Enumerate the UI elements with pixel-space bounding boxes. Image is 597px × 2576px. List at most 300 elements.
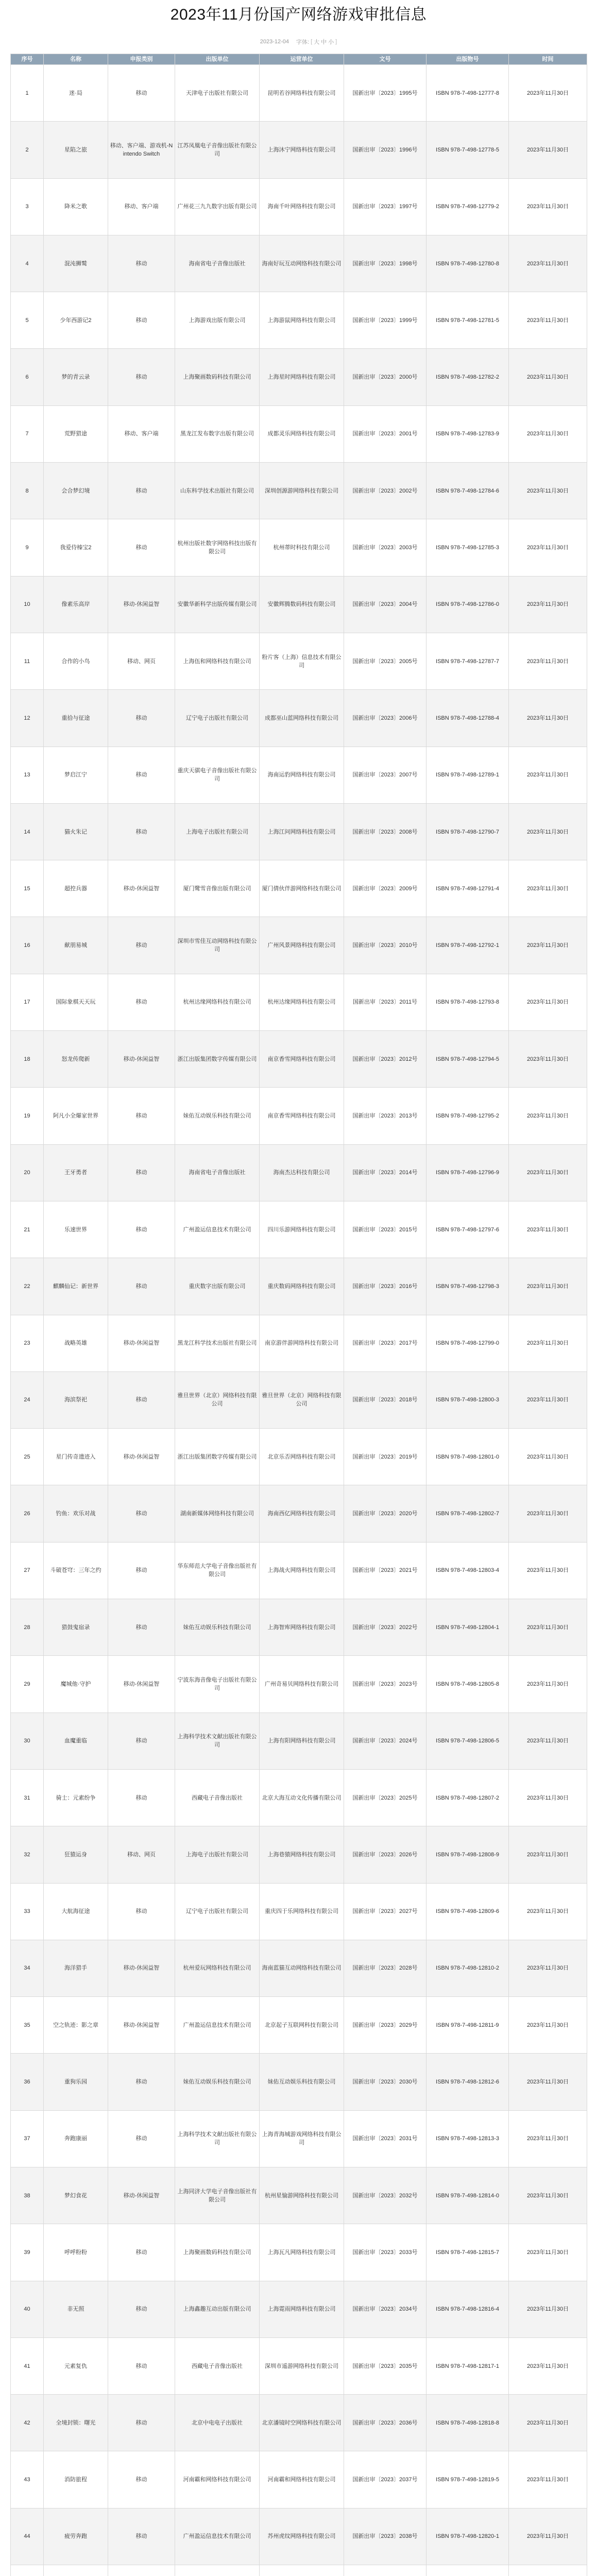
- approval-date: 2023年11月30日: [509, 1031, 587, 1088]
- table-row: [11, 2054, 587, 2110]
- approval-date: 2023年11月30日: [509, 1883, 587, 1940]
- approval-date: 2023年11月30日: [509, 1088, 587, 1144]
- isbn: ISBN 978-7-498-12784-6: [427, 463, 509, 519]
- approval-date: 2023年11月30日: [509, 178, 587, 235]
- approval-date: [509, 2565, 587, 2576]
- header-col-category: 申报类别: [108, 54, 175, 65]
- operator: 上海巷猿网络科技有限公司: [260, 1826, 344, 1883]
- operator: 雅旦世界（北京）网络科技有限公司: [260, 1371, 344, 1428]
- game-name: 迷·局: [44, 65, 108, 122]
- table-body: [11, 65, 587, 2576]
- table-row: [11, 2110, 587, 2167]
- approval-number: 国新出审〔2023〕2000号: [344, 349, 427, 405]
- publisher: 上海聚画数码科技有限公司: [175, 2224, 260, 2281]
- operator: 苏州虎纹网络科技有限公司: [260, 2508, 344, 2565]
- category: 移动: [108, 917, 175, 974]
- operator: 南京游伴游网络科技有限公司: [260, 1315, 344, 1371]
- publisher: 西藏电子音像出版社: [175, 2337, 260, 2394]
- publisher: 妹佑互动娱乐科技有限公司: [175, 2054, 260, 2110]
- row-index: 12: [11, 690, 44, 747]
- isbn: ISBN 978-7-498-12816-4: [427, 2281, 509, 2337]
- font-size-medium-button[interactable]: 中: [321, 39, 327, 45]
- operator: 海南千叶网络科技有限公司: [260, 178, 344, 235]
- row-index: 1: [11, 65, 44, 122]
- game-name: 星门传奇遗迹入: [44, 1429, 108, 1485]
- table-row: [11, 65, 587, 122]
- approval-number: 国新出审〔2023〕2016号: [344, 1258, 427, 1315]
- isbn: ISBN 978-7-498-12810-2: [427, 1940, 509, 1996]
- game-name: 梦启江宁: [44, 747, 108, 803]
- approval-number: 国新出审〔2023〕2032号: [344, 2167, 427, 2224]
- font-size-switcher: 字体: [ 大 中 小 ]: [296, 39, 337, 45]
- isbn: ISBN 978-7-498-12804-1: [427, 1599, 509, 1656]
- game-name: 元素复仇: [44, 2337, 108, 2394]
- row-index: [11, 2565, 44, 2576]
- row-index: 41: [11, 2337, 44, 2394]
- isbn: ISBN 978-7-498-12820-1: [427, 2508, 509, 2565]
- isbn: ISBN 978-7-498-12782-2: [427, 349, 509, 405]
- game-name: 梦幻食花: [44, 2167, 108, 2224]
- game-name: 战略英雄: [44, 1315, 108, 1371]
- table-row: [11, 1599, 587, 1656]
- approval-date: 2023年11月30日: [509, 1656, 587, 1713]
- game-name: 疲劳奔跑: [44, 2508, 108, 2565]
- approval-number: 国新出审〔2023〕2028号: [344, 1940, 427, 1996]
- game-name: 像素乐高岸: [44, 576, 108, 633]
- publisher: 上海鑫趣互动出版有限公司: [175, 2281, 260, 2337]
- approval-date: 2023年11月30日: [509, 1769, 587, 1826]
- approval-number: 国新出审〔2023〕2017号: [344, 1315, 427, 1371]
- approval-number: 国新出审〔2023〕1999号: [344, 292, 427, 349]
- category: 移动: [108, 1201, 175, 1258]
- approval-date: 2023年11月30日: [509, 2167, 587, 2224]
- operator: 北京潘镜时空网络科技有限公司: [260, 2395, 344, 2451]
- category: 移动: [108, 2451, 175, 2508]
- game-name: 国际象棋天天玩: [44, 974, 108, 1030]
- isbn: ISBN 978-7-498-12777-8: [427, 65, 509, 122]
- approval-number: 国新出审〔2023〕2019号: [344, 1429, 427, 1485]
- publisher: 广州盈运信息技术有限公司: [175, 1997, 260, 2054]
- approval-number: 国新出审〔2023〕2012号: [344, 1031, 427, 1088]
- game-name: 猫火朱记: [44, 803, 108, 860]
- game-name: 斗破苍穹：三年之约: [44, 1542, 108, 1599]
- game-name: [44, 2565, 108, 2576]
- operator: 广州奇易贝网络科技有限公司: [260, 1656, 344, 1713]
- game-name: 少年西游记2: [44, 292, 108, 349]
- row-index: 29: [11, 1656, 44, 1713]
- publisher: 海南省电子音像出版社: [175, 235, 260, 292]
- game-name: 狂猿运身: [44, 1826, 108, 1883]
- approval-date: 2023年11月30日: [509, 1940, 587, 1996]
- approval-number: 国新出审〔2023〕2027号: [344, 1883, 427, 1940]
- row-index: 26: [11, 1485, 44, 1542]
- isbn: ISBN 978-7-498-12814-0: [427, 2167, 509, 2224]
- category: 移动-休闲益智: [108, 576, 175, 633]
- publisher: 妹佑互动娱乐科技有限公司: [175, 1088, 260, 1144]
- game-name: 重狗乐园: [44, 2054, 108, 2110]
- approval-number: 国新出审〔2023〕2001号: [344, 405, 427, 462]
- row-index: 21: [11, 1201, 44, 1258]
- table-row: [11, 974, 587, 1030]
- approval-date: 2023年11月30日: [509, 1258, 587, 1315]
- row-index: 19: [11, 1088, 44, 1144]
- table-row: [11, 1371, 587, 1428]
- category: 移动-休闲益智: [108, 1940, 175, 1996]
- approval-number: 国新出审〔2023〕2006号: [344, 690, 427, 747]
- operator: 南京香雪网络科技有限公司: [260, 1031, 344, 1088]
- game-name: 血魔重临: [44, 1713, 108, 1769]
- isbn: ISBN 978-7-498-12818-8: [427, 2395, 509, 2451]
- approval-date: 2023年11月30日: [509, 633, 587, 689]
- table-row: [11, 917, 587, 974]
- approval-number: 国新出审〔2023〕2034号: [344, 2281, 427, 2337]
- approval-date: 2023年11月30日: [509, 2224, 587, 2281]
- row-index: 38: [11, 2167, 44, 2224]
- approval-number: [344, 2565, 427, 2576]
- approval-date: 2023年11月30日: [509, 576, 587, 633]
- approval-date: 2023年11月30日: [509, 974, 587, 1030]
- approval-number: 国新出审〔2023〕2020号: [344, 1485, 427, 1542]
- approval-date: 2023年11月30日: [509, 860, 587, 917]
- row-index: 15: [11, 860, 44, 917]
- isbn: ISBN 978-7-498-12787-7: [427, 633, 509, 689]
- row-index: 25: [11, 1429, 44, 1485]
- game-name: 我爱侍榛宝2: [44, 519, 108, 576]
- operator: 海南运豹网络科技有限公司: [260, 747, 344, 803]
- operator: 上海星时网络科技有限公司: [260, 349, 344, 405]
- publisher: 厦门鹭雪音像出版有限公司: [175, 860, 260, 917]
- table-row: [11, 2281, 587, 2337]
- row-index: 7: [11, 405, 44, 462]
- publisher: 深圳市雪佳互动网络科技有限公司: [175, 917, 260, 974]
- game-name: 奔跑康丽: [44, 2110, 108, 2167]
- publisher: 华东师范大学电子音像出版社有限公司: [175, 1542, 260, 1599]
- row-index: 18: [11, 1031, 44, 1088]
- table-row: [11, 690, 587, 747]
- category: 移动: [108, 803, 175, 860]
- game-name: 非无照: [44, 2281, 108, 2337]
- isbn: ISBN 978-7-498-12803-4: [427, 1542, 509, 1599]
- operator: 深圳市遥游网络科技有限公司: [260, 2337, 344, 2394]
- game-name: 钓鱼：欢乐对战: [44, 1485, 108, 1542]
- category: 移动-休闲益智: [108, 2167, 175, 2224]
- approval-number: 国新出审〔2023〕2003号: [344, 519, 427, 576]
- table-row: [11, 1713, 587, 1769]
- row-index: 31: [11, 1769, 44, 1826]
- approval-number: 国新出审〔2023〕1997号: [344, 178, 427, 235]
- game-name: 王牙勇者: [44, 1144, 108, 1201]
- approval-number: 国新出审〔2023〕2031号: [344, 2110, 427, 2167]
- approval-date: 2023年11月30日: [509, 349, 587, 405]
- table-row: [11, 2167, 587, 2224]
- approval-date: 2023年11月30日: [509, 1201, 587, 1258]
- isbn: ISBN 978-7-498-12792-1: [427, 917, 509, 974]
- isbn: ISBN 978-7-498-12815-7: [427, 2224, 509, 2281]
- publisher: 妹佑互动娱乐科技有限公司: [175, 1599, 260, 1656]
- publisher: 杭州达缘网络科技有限公司: [175, 974, 260, 1030]
- table-row: [11, 1315, 587, 1371]
- isbn: ISBN 978-7-498-12799-0: [427, 1315, 509, 1371]
- font-size-large-button[interactable]: 大: [314, 39, 320, 45]
- category: 移动: [108, 65, 175, 122]
- publisher: 黑龙江发布数字出版有限公司: [175, 405, 260, 462]
- approval-date: 2023年11月30日: [509, 2054, 587, 2110]
- publisher: 黑龙江科学技术出版社有限公司: [175, 1315, 260, 1371]
- row-index: 16: [11, 917, 44, 974]
- approval-date: 2023年11月30日: [509, 1371, 587, 1428]
- category: 移动: [108, 2337, 175, 2394]
- category: 移动-休闲益智: [108, 1429, 175, 1485]
- row-index: 40: [11, 2281, 44, 2337]
- operator: 上海战火网络科技有限公司: [260, 1542, 344, 1599]
- operator: 北京大海互动文化传播有限公司: [260, 1769, 344, 1826]
- row-index: 34: [11, 1940, 44, 1996]
- game-name: 梦的青云录: [44, 349, 108, 405]
- game-name: 怒龙传爬新: [44, 1031, 108, 1088]
- row-index: 11: [11, 633, 44, 689]
- table-row: [11, 1031, 587, 1088]
- header-col-operator: 运营单位: [260, 54, 344, 65]
- category: 移动-休闲益智: [108, 1656, 175, 1713]
- operator: 安徽辉腾数码科技有限公司: [260, 576, 344, 633]
- game-name: 骑士：元素纷争: [44, 1769, 108, 1826]
- approval-number: 国新出审〔2023〕2014号: [344, 1144, 427, 1201]
- approval-date: 2023年11月30日: [509, 1542, 587, 1599]
- game-name: 大航海征途: [44, 1883, 108, 1940]
- table-row: [11, 463, 587, 519]
- table-row: [11, 2565, 587, 2576]
- isbn: ISBN 978-7-498-12817-1: [427, 2337, 509, 2394]
- approval-number: 国新出审〔2023〕2007号: [344, 747, 427, 803]
- isbn: ISBN 978-7-498-12797-6: [427, 1201, 509, 1258]
- category: 移动、客户端: [108, 178, 175, 235]
- category: 移动: [108, 690, 175, 747]
- table-row: [11, 1542, 587, 1599]
- approval-date: 2023年11月30日: [509, 1144, 587, 1201]
- category: 移动、网页: [108, 1826, 175, 1883]
- approval-number: 国新出审〔2023〕2021号: [344, 1542, 427, 1599]
- isbn: ISBN 978-7-498-12805-8: [427, 1656, 509, 1713]
- header-col-index: 序号: [11, 54, 44, 65]
- publisher: 上海电子出版社有限公司: [175, 803, 260, 860]
- row-index: 8: [11, 463, 44, 519]
- category: 移动: [108, 1371, 175, 1428]
- approval-date: 2023年11月30日: [509, 2110, 587, 2167]
- game-name: 混沌狮鹫: [44, 235, 108, 292]
- operator: 上海游鼠网络科技有限公司: [260, 292, 344, 349]
- approval-number: 国新出审〔2023〕2030号: [344, 2054, 427, 2110]
- row-index: 39: [11, 2224, 44, 2281]
- isbn: ISBN 978-7-498-12802-7: [427, 1485, 509, 1542]
- row-index: 33: [11, 1883, 44, 1940]
- table-row: [11, 1940, 587, 1996]
- category: 移动: [108, 1883, 175, 1940]
- row-index: 3: [11, 178, 44, 235]
- approval-date: 2023年11月30日: [509, 1429, 587, 1485]
- approval-number: 国新出审〔2023〕2038号: [344, 2508, 427, 2565]
- row-index: 17: [11, 974, 44, 1030]
- row-index: 20: [11, 1144, 44, 1201]
- category: 移动: [108, 235, 175, 292]
- publisher: 广州花三九九数字出版有限公司: [175, 178, 260, 235]
- row-index: 43: [11, 2451, 44, 2508]
- approval-number: 国新出审〔2023〕2029号: [344, 1997, 427, 2054]
- approval-number: 国新出审〔2023〕2010号: [344, 917, 427, 974]
- row-index: 2: [11, 122, 44, 178]
- approval-date: 2023年11月30日: [509, 65, 587, 122]
- isbn: ISBN 978-7-498-12801-0: [427, 1429, 509, 1485]
- row-index: 32: [11, 1826, 44, 1883]
- operator: 成都巫山蓝网络科技有限公司: [260, 690, 344, 747]
- header-col-date: 时间: [509, 54, 587, 65]
- table-row: [11, 349, 587, 405]
- game-name: 合作的小鸟: [44, 633, 108, 689]
- table-row: [11, 235, 587, 292]
- table-row: [11, 1769, 587, 1826]
- publisher: 辽宁电子出版社有限公司: [175, 1883, 260, 1940]
- font-size-label: 字体:: [296, 39, 310, 45]
- header-col-approval-no: 文号: [344, 54, 427, 65]
- category: 移动: [108, 2281, 175, 2337]
- approval-date: 2023年11月30日: [509, 917, 587, 974]
- category: 移动: [108, 2395, 175, 2451]
- row-index: 6: [11, 349, 44, 405]
- operator: 杭州星愉游网络科技有限公司: [260, 2167, 344, 2224]
- approval-date: 2023年11月30日: [509, 463, 587, 519]
- game-name: 重拾与征途: [44, 690, 108, 747]
- publisher: 辽宁电子出版社有限公司: [175, 690, 260, 747]
- publisher: 北京中电电子出版社: [175, 2395, 260, 2451]
- operator: 海南蓝猫互动网络科技有限公司: [260, 1940, 344, 1996]
- game-name: 魔城他·守护: [44, 1656, 108, 1713]
- publisher: 江苏凤凰电子音像出版社有限公司: [175, 122, 260, 178]
- operator: 河南霸和网络科技有限公司: [260, 2451, 344, 2508]
- isbn: ISBN 978-7-498-12780-8: [427, 235, 509, 292]
- category: 移动: [108, 974, 175, 1030]
- category: 移动-休闲益智: [108, 860, 175, 917]
- operator: 广州风景网络科技有限公司: [260, 917, 344, 974]
- operator: 重庆四于乐网络科技有限公司: [260, 1883, 344, 1940]
- table-header-row: [11, 54, 587, 65]
- publisher: 杭州爱玩网络科技有限公司: [175, 1940, 260, 1996]
- isbn: ISBN 978-7-498-12790-7: [427, 803, 509, 860]
- operator: 南京香雪网络科技有限公司: [260, 1088, 344, 1144]
- isbn: ISBN 978-7-498-12796-9: [427, 1144, 509, 1201]
- approval-date: 2023年11月30日: [509, 1997, 587, 2054]
- publisher: 上海同济大学电子音像出版社有限公司: [175, 2167, 260, 2224]
- approval-number: 国新出审〔2023〕2011号: [344, 974, 427, 1030]
- game-name: 会合梦幻境: [44, 463, 108, 519]
- table-row: [11, 2508, 587, 2565]
- operator: 四川乐游网络科技有限公司: [260, 1201, 344, 1258]
- approval-number: 国新出审〔2023〕1998号: [344, 235, 427, 292]
- game-name: 消防旅程: [44, 2451, 108, 2508]
- row-index: 36: [11, 2054, 44, 2110]
- table-row: [11, 2451, 587, 2508]
- category: 移动-休闲益智: [108, 1997, 175, 2054]
- row-index: 23: [11, 1315, 44, 1371]
- table-row: [11, 747, 587, 803]
- table-row: [11, 1429, 587, 1485]
- approval-date: 2023年11月30日: [509, 803, 587, 860]
- row-index: 14: [11, 803, 44, 860]
- approval-date: 2023年11月30日: [509, 747, 587, 803]
- operator: 北京起子互联网科技有限公司: [260, 1997, 344, 2054]
- isbn: ISBN 978-7-498-12806-5: [427, 1713, 509, 1769]
- font-size-small-button[interactable]: 小: [328, 39, 334, 45]
- isbn: ISBN 978-7-498-12813-3: [427, 2110, 509, 2167]
- operator: 深圳创源游网络科技有限公司: [260, 463, 344, 519]
- game-name: 荒野猎途: [44, 405, 108, 462]
- table-row: [11, 2395, 587, 2451]
- category: 移动: [108, 1542, 175, 1599]
- operator: 北京乐否网络科技有限公司: [260, 1429, 344, 1485]
- approval-date: 2023年11月30日: [509, 1599, 587, 1656]
- approval-date: 2023年11月30日: [509, 519, 587, 576]
- publisher: 雅旦世界（北京）网络科技有限公司: [175, 1371, 260, 1428]
- approval-date: 2023年11月30日: [509, 2395, 587, 2451]
- publisher: 宁波东海音像电子出版社有限公司: [175, 1656, 260, 1713]
- operator: [260, 2565, 344, 2576]
- header-col-name: 名称: [44, 54, 108, 65]
- approval-date: 2023年11月30日: [509, 1826, 587, 1883]
- category: 移动: [108, 2508, 175, 2565]
- approval-number: 国新出审〔2023〕2023号: [344, 1656, 427, 1713]
- publisher: 安徽华新科学出版传媒有限公司: [175, 576, 260, 633]
- table-row: [11, 860, 587, 917]
- publisher: 广州盈运信息技术有限公司: [175, 1201, 260, 1258]
- approval-date: 2023年11月30日: [509, 1315, 587, 1371]
- table-row: [11, 122, 587, 178]
- isbn: ISBN 978-7-498-12795-2: [427, 1088, 509, 1144]
- operator: 杭州蒂时科技有限公司: [260, 519, 344, 576]
- category: 移动: [108, 2054, 175, 2110]
- approval-number: 国新出审〔2023〕2033号: [344, 2224, 427, 2281]
- publisher: 广州盈运信息技术有限公司: [175, 2508, 260, 2565]
- game-name: 阿凡小全爆家世界: [44, 1088, 108, 1144]
- approval-number: 国新出审〔2023〕1996号: [344, 122, 427, 178]
- publisher: 上海电子出版社有限公司: [175, 1826, 260, 1883]
- operator: 上海瓦凡网络科技有限公司: [260, 2224, 344, 2281]
- approval-number: 国新出审〔2023〕2036号: [344, 2395, 427, 2451]
- isbn: ISBN 978-7-498-12789-1: [427, 747, 509, 803]
- table-row: [11, 405, 587, 462]
- approval-number: 国新出审〔2023〕1995号: [344, 65, 427, 122]
- category: 移动: [108, 1713, 175, 1769]
- publisher: 山东科学技术出版社有限公司: [175, 463, 260, 519]
- category: 移动: [108, 1485, 175, 1542]
- approval-number: 国新出审〔2023〕2009号: [344, 860, 427, 917]
- category: 移动-休闲益智: [108, 1031, 175, 1088]
- category: 移动: [108, 747, 175, 803]
- row-index: 24: [11, 1371, 44, 1428]
- row-index: 10: [11, 576, 44, 633]
- publisher: [175, 2565, 260, 2576]
- isbn: ISBN 978-7-498-12793-8: [427, 974, 509, 1030]
- approval-table: [10, 54, 587, 2576]
- operator: 上海青海城游戏网络科技有限公司: [260, 2110, 344, 2167]
- row-index: 5: [11, 292, 44, 349]
- operator: 成都灵乐网络科技有限公司: [260, 405, 344, 462]
- publisher: 上海游戏出版有限公司: [175, 292, 260, 349]
- row-index: 27: [11, 1542, 44, 1599]
- approval-date: 2023年11月30日: [509, 405, 587, 462]
- category: [108, 2565, 175, 2576]
- isbn: ISBN 978-7-498-12791-4: [427, 860, 509, 917]
- publisher: 重庆天骐电子音像出版社有限公司: [175, 747, 260, 803]
- game-name: 乐速世界: [44, 1201, 108, 1258]
- table-row: [11, 803, 587, 860]
